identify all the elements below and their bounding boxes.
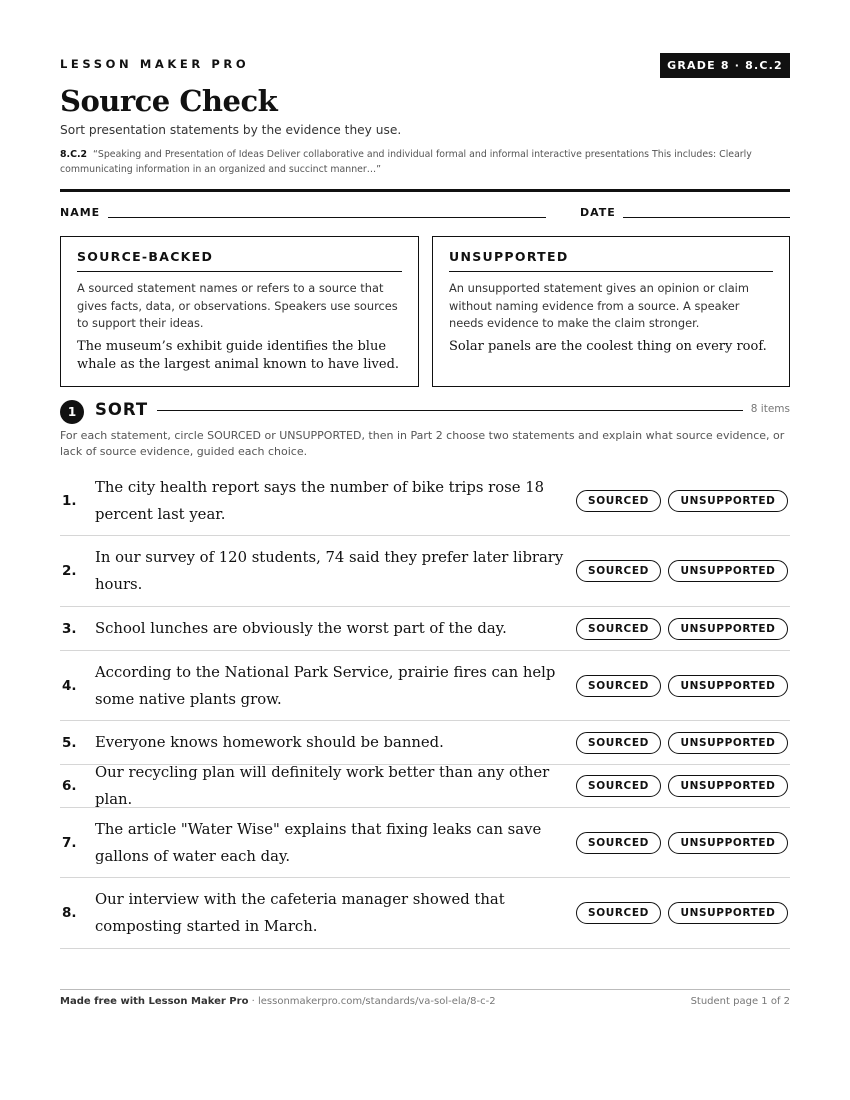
item-number: 1. [62,492,77,509]
item-statement: Everyone knows homework should be banned. [95,734,444,751]
unsupported-choice[interactable]: UNSUPPORTED [668,490,788,512]
sourced-choice[interactable]: SOURCED [576,490,661,512]
item-count: 8 items [750,403,790,415]
sourced-choice[interactable]: SOURCED [576,560,661,582]
item-statement: The article "Water Wise" explains that fixing leaks can save gallons of water each day. [95,820,542,865]
sourced-choice[interactable]: SOURCED [576,902,661,924]
item-statement: Our interview with the cafeteria manager showed that composting started in March. [95,891,505,935]
page-subtitle: Sort presentation statements by the evidence they use. [60,123,402,137]
box-description: An unsupported statement gives an opinion or claim without naming evidence from a source. A speaker needs evidence to make the claim stronger. [449,281,749,330]
worksheet-page [60,0,790,1100]
list-item [60,808,790,878]
unsupported-choice[interactable]: UNSUPPORTED [668,560,788,582]
sourced-choice[interactable]: SOURCED [576,732,661,754]
header-divider [60,189,790,192]
box-example: The museum’s exhibit guide identifies the blue whale as the largest animal known to have lived. [77,338,400,372]
name-label: NAME [60,206,101,219]
box-description: A sourced statement names or refers to a source that gives facts, data, or observations. Speakers use sources to support their ideas. [77,281,398,330]
standard-code: 8.C.2 [60,149,88,160]
choice-group [576,675,788,697]
statement-list [60,466,790,949]
page-title: Source Check [60,84,278,118]
choice-group [576,902,788,924]
list-item [60,466,790,536]
list-item [60,878,790,949]
choice-group [576,732,788,754]
item-statement: The city health report says the number of bike trips rose 18 percent last year. [95,478,545,523]
item-statement: According to the National Park Service, prairie fires can help some native plants grow. [95,663,556,708]
section-instructions: For each statement, circle SOURCED or UNSUPPORTED, then in Part 2 choose two statements and explain what source evidence, or lack of source evidence, guided each choice. [60,429,785,458]
unsupported-choice[interactable]: UNSUPPORTED [668,618,788,640]
standard-text: “Speaking and Presentation of Ideas Deliver collaborative and individual formal and informal interactive presentations This includes: Clearly communicating information in an organized and succinct manner…” [60,149,752,175]
footer-url[interactable]: · lessonmakerpro.com/standards/va-sol-ela/8-c-2 [248,996,496,1007]
box-example: Solar panels are the coolest thing on every roof. [449,338,767,354]
list-item [60,536,790,607]
unsupported-choice[interactable]: UNSUPPORTED [668,775,788,797]
grade-badge: GRADE 8 · 8.C.2 [660,53,790,78]
choice-group [576,775,788,797]
sourced-choice[interactable]: SOURCED [576,618,661,640]
unsupported-choice[interactable]: UNSUPPORTED [668,902,788,924]
footer-credit [60,996,496,1007]
brand-name: LESSON MAKER PRO [60,57,250,71]
footer-made-with: Made free with Lesson Maker Pro [60,996,249,1007]
item-number: 7. [62,834,77,851]
choice-group [576,618,788,640]
standard-description [60,147,790,177]
date-field[interactable] [623,217,790,218]
section-number-badge: 1 [60,400,84,424]
choice-group [576,832,788,854]
item-number: 5. [62,734,77,751]
date-label: DATE [580,206,616,219]
list-item [60,651,790,721]
item-statement: School lunches are obviously the worst part of the day. [95,620,507,637]
item-statement: Our recycling plan will definitely work better than any other plan. [95,764,550,808]
unsupported-box [432,236,790,387]
footer-divider [60,989,790,990]
section-divider [157,410,743,411]
box-title: UNSUPPORTED [449,249,773,272]
page-indicator: Student page 1 of 2 [690,996,790,1007]
item-number: 3. [62,620,77,637]
unsupported-choice[interactable]: UNSUPPORTED [668,832,788,854]
sourced-choice[interactable]: SOURCED [576,775,661,797]
item-number: 4. [62,677,77,694]
item-number: 6. [62,778,77,794]
item-statement: In our survey of 120 students, 74 said they prefer later library hours. [95,549,564,593]
name-field[interactable] [108,217,546,218]
item-number: 2. [62,563,77,579]
unsupported-choice[interactable]: UNSUPPORTED [668,732,788,754]
sourced-choice[interactable]: SOURCED [576,832,661,854]
choice-group [576,490,788,512]
list-item [60,607,790,651]
section-title: SORT [95,400,149,419]
box-title: SOURCE-BACKED [77,249,402,272]
list-item [60,765,790,808]
source-backed-box [60,236,419,387]
choice-group [576,560,788,582]
unsupported-choice[interactable]: UNSUPPORTED [668,675,788,697]
sourced-choice[interactable]: SOURCED [576,675,661,697]
item-number: 8. [62,905,77,921]
